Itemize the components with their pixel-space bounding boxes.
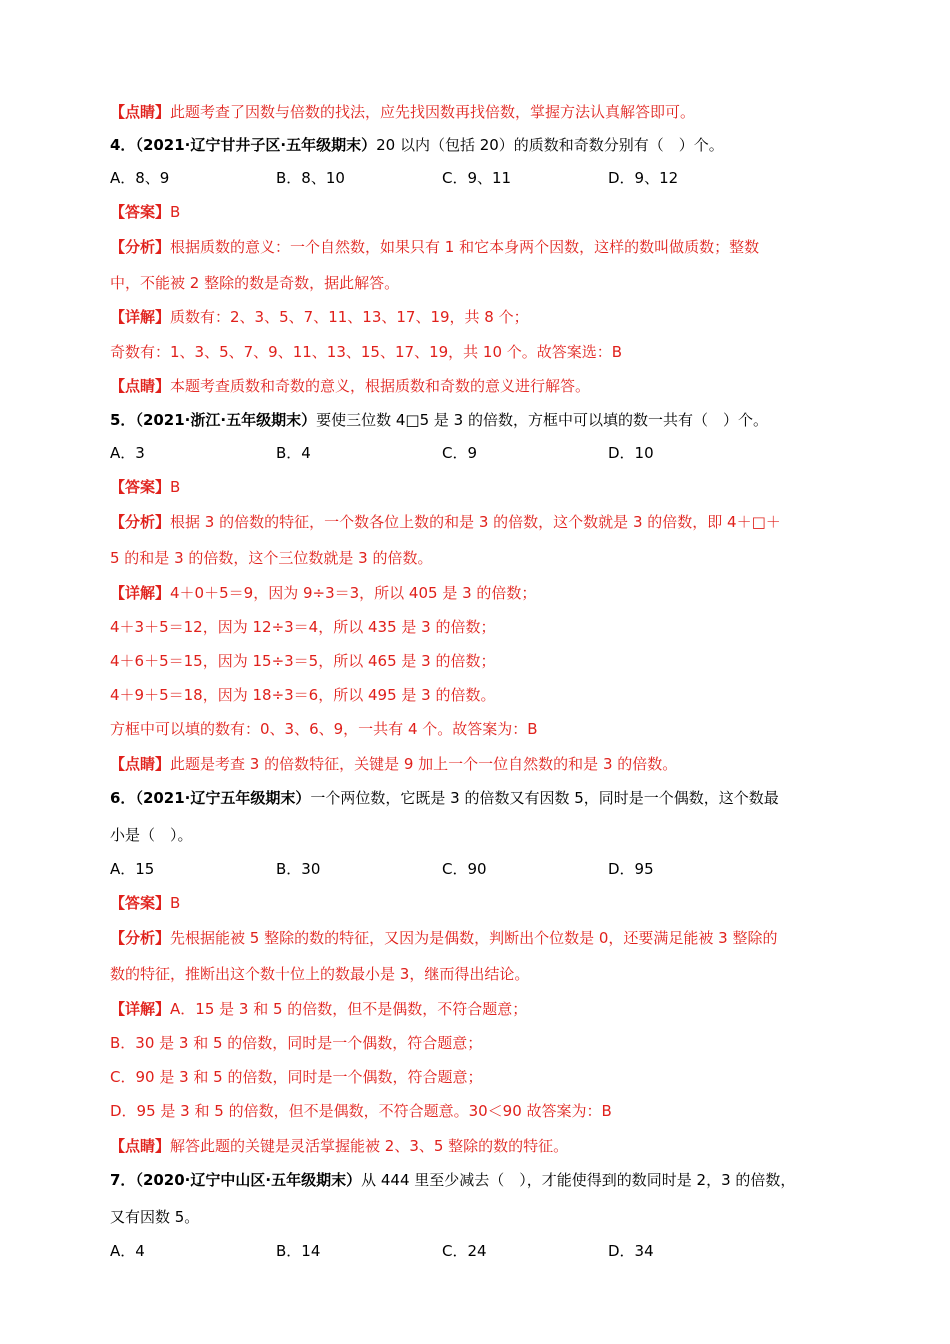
q5-option-d: D．10 xyxy=(608,444,654,462)
q6-stem-line-1 xyxy=(110,788,779,808)
detail-text: A．15 是 3 和 5 的倍数，但不是偶数，不符合题意； xyxy=(170,1000,528,1018)
question-text: 要使三位数 4□5 是 3 的倍数，方框中可以填的数一共有（ ）个。 xyxy=(316,411,768,429)
q5-option-c: C．9 xyxy=(442,444,478,462)
answer-value: B xyxy=(170,203,181,221)
q7-option-c: C．24 xyxy=(442,1242,487,1260)
q6-detail-line-3: C．90 是 3 和 5 的倍数，同时是一个偶数，符合题意； xyxy=(110,1068,483,1086)
q5-option-a: A．3 xyxy=(110,444,145,462)
q5-answer xyxy=(110,477,180,497)
analysis-text: 先根据能被 5 整除的数的特征，又因为是偶数，判断出个位数是 0，还要满足能被 3 整除的 xyxy=(170,929,778,947)
q7-option-a: A．4 xyxy=(110,1242,145,1260)
question-text: 从 444 里至少减去（ ），才能使得到的数同时是 2，3 的倍数， xyxy=(361,1171,796,1189)
q4-option-d: D．9、12 xyxy=(608,169,679,187)
question-number: 6． xyxy=(110,789,136,807)
comment-tag: 【点睛】 xyxy=(110,755,171,773)
comment-text: 此题考查了因数与倍数的找法，应先找因数再找倍数，掌握方法认真解答即可。 xyxy=(170,103,696,121)
q6-option-a: A．15 xyxy=(110,860,155,878)
q7-stem-line-2: 又有因数 5。 xyxy=(110,1208,200,1226)
answer-tag: 【答案】 xyxy=(110,894,171,912)
q6-detail-line-2: B．30 是 3 和 5 的倍数，同时是一个偶数，符合题意； xyxy=(110,1034,483,1052)
q7-option-d: D．34 xyxy=(608,1242,654,1260)
q4-option-c: C．9、11 xyxy=(442,169,512,187)
q6-detail-line-1 xyxy=(110,999,527,1019)
comment-text: 本题考查质数和奇数的意义，根据质数和奇数的意义进行解答。 xyxy=(170,377,591,395)
comment-text: 此题是考查 3 的倍数特征，关键是 9 加上一个一位自然数的和是 3 的倍数。 xyxy=(170,755,678,773)
q6-stem-line-2: 小是（ ）。 xyxy=(110,826,193,844)
question-number: 5． xyxy=(110,411,136,429)
q7-stem-line-1 xyxy=(110,1170,795,1190)
question-text: 一个两位数，它既是 3 的倍数又有因数 5，同时是一个偶数，这个数最 xyxy=(310,789,779,807)
q5-option-b: B．4 xyxy=(276,444,311,462)
q5-detail-line-2: 4＋3＋5＝12，因为 12÷3＝4，所以 435 是 3 的倍数； xyxy=(110,618,496,636)
answer-tag: 【答案】 xyxy=(110,203,171,221)
detail-tag: 【详解】 xyxy=(110,584,171,602)
detail-tag: 【详解】 xyxy=(110,308,171,326)
question-source: （2021·辽宁甘井子区·五年级期末） xyxy=(135,136,377,154)
q4-comment xyxy=(110,376,590,396)
q6-comment xyxy=(110,1136,568,1156)
q4-detail-line-1 xyxy=(110,307,529,327)
question-source: （2020·辽宁中山区·五年级期末） xyxy=(135,1171,362,1189)
question-source: （2021·浙江·五年级期末） xyxy=(135,411,317,429)
q5-detail-line-5: 方框中可以填的数有：0、3、6、9，一共有 4 个。故答案为：B xyxy=(110,720,538,738)
comment-text: 解答此题的关键是灵活掌握能被 2、3、5 整除的数的特征。 xyxy=(170,1137,569,1155)
q6-analysis-line-1 xyxy=(110,928,778,948)
q4-analysis-line-1 xyxy=(110,237,759,257)
answer-tag: 【答案】 xyxy=(110,478,171,496)
question-source: （2021·辽宁五年级期末） xyxy=(135,789,311,807)
q6-option-d: D．95 xyxy=(608,860,654,878)
q6-answer xyxy=(110,893,180,913)
detail-text: 4＋0＋5＝9，因为 9÷3＝3，所以 405 是 3 的倍数； xyxy=(170,584,537,602)
detail-text: 质数有：2、3、5、7、11、13、17、19，共 8 个； xyxy=(170,308,529,326)
q5-analysis-line-2: 5 的和是 3 的倍数，这个三位数就是 3 的倍数。 xyxy=(110,549,433,567)
q6-analysis-line-2: 数的特征，推断出这个数十位上的数最小是 3，继而得出结论。 xyxy=(110,965,530,983)
q4-option-a: A．8、9 xyxy=(110,169,170,187)
analysis-tag: 【分析】 xyxy=(110,929,171,947)
analysis-tag: 【分析】 xyxy=(110,513,171,531)
answer-value: B xyxy=(170,894,181,912)
q5-analysis-line-1 xyxy=(110,512,781,532)
question-text: 20 以内（包括 20）的质数和奇数分别有（ ）个。 xyxy=(376,136,724,154)
q5-comment xyxy=(110,754,677,774)
q6-option-b: B．30 xyxy=(276,860,321,878)
q6-detail-line-4: D．95 是 3 和 5 的倍数，但不是偶数，不符合题意。30＜90 故答案为：B xyxy=(110,1102,612,1120)
q4-analysis-line-2: 中，不能被 2 整除的数是奇数，据此解答。 xyxy=(110,274,400,292)
q5-detail-line-3: 4＋6＋5＝15，因为 15÷3＝5，所以 465 是 3 的倍数； xyxy=(110,652,496,670)
question-number: 4． xyxy=(110,136,136,154)
answer-value: B xyxy=(170,478,181,496)
q4-option-b: B．8、10 xyxy=(276,169,345,187)
analysis-text: 根据 3 的倍数的特征，一个数各位上数的和是 3 的倍数，这个数就是 3 的倍数，即 4＋□＋ xyxy=(170,513,781,531)
q5-detail-line-4: 4＋9＋5＝18，因为 18÷3＝6，所以 495 是 3 的倍数。 xyxy=(110,686,496,704)
q4-stem xyxy=(110,135,724,155)
comment-tag: 【点睛】 xyxy=(110,1137,171,1155)
detail-tag: 【详解】 xyxy=(110,1000,171,1018)
question-number: 7． xyxy=(110,1171,136,1189)
q4-answer xyxy=(110,202,180,222)
q3-comment xyxy=(110,102,695,122)
q5-detail-line-1 xyxy=(110,583,536,603)
comment-tag: 【点睛】 xyxy=(110,103,171,121)
q6-option-c: C．90 xyxy=(442,860,487,878)
q5-stem xyxy=(110,410,768,430)
q7-option-b: B．14 xyxy=(276,1242,321,1260)
analysis-text: 根据质数的意义：一个自然数，如果只有 1 和它本身两个因数，这样的数叫做质数；整数 xyxy=(170,238,760,256)
comment-tag: 【点睛】 xyxy=(110,377,171,395)
analysis-tag: 【分析】 xyxy=(110,238,171,256)
q4-detail-line-2: 奇数有：1、3、5、7、9、11、13、15、17、19，共 10 个。故答案选：B xyxy=(110,343,623,361)
